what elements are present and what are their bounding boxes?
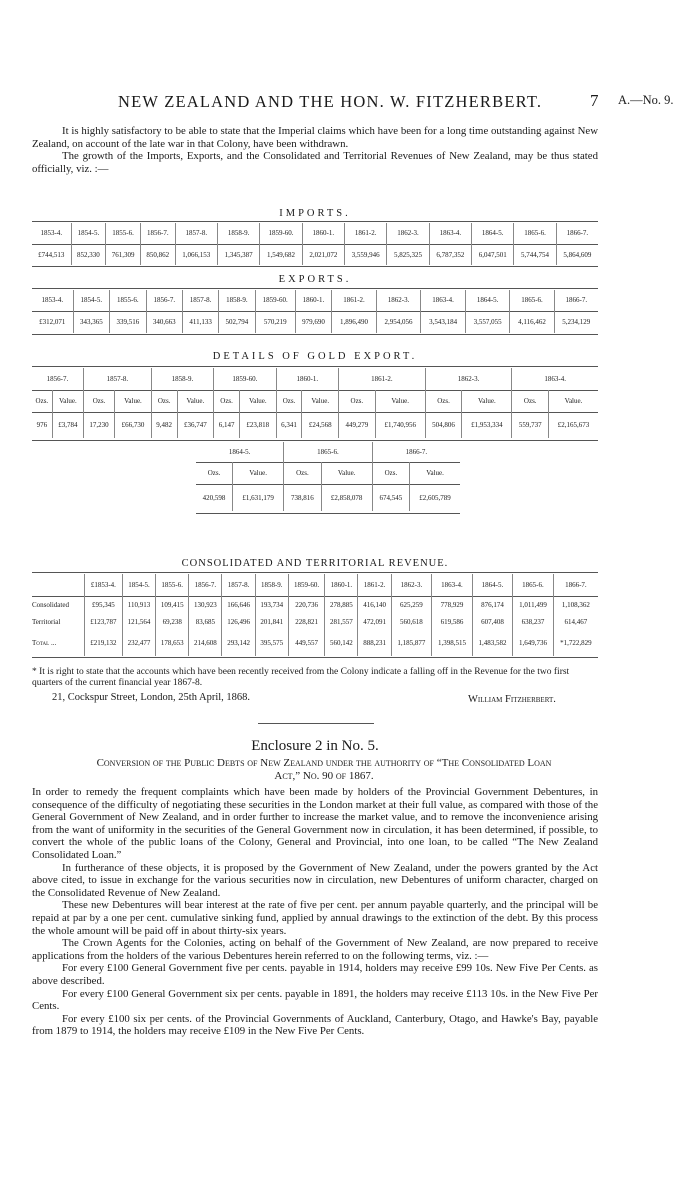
revenue-year-cell: 1854-5.: [122, 574, 155, 596]
imports-year-cell: 1856-7.: [140, 223, 175, 244]
gold-ozs-header: Ozs.: [207, 469, 221, 477]
enclosure-body: [32, 786, 598, 1038]
gold-value-cell: £1,953,334: [462, 412, 512, 438]
revenue-value-cell: 201,841: [255, 613, 288, 630]
exports-bottom-rule: [32, 334, 598, 335]
revenue-value-cell: 638,237: [513, 613, 554, 630]
revenue-year-cell: 1866-7.: [553, 574, 598, 596]
revenue-value-cell: 126,496: [222, 613, 255, 630]
revenue-value-cell: 472,091: [358, 613, 391, 630]
exports-value-cell: 3,557,055: [465, 311, 510, 333]
imports-year-cell: 1855-6.: [106, 223, 141, 244]
gold-value-cell: £36,747: [177, 412, 214, 438]
imports-table: [32, 223, 598, 265]
exports-value-cell: 4,116,462: [510, 311, 554, 333]
revenue-value-cell: 214,608: [189, 630, 222, 656]
imports-value-cell: 2,021,072: [302, 244, 344, 265]
imports-year-cell: 1866-7.: [556, 223, 598, 244]
imports-year-cell: 1858-9.: [217, 223, 259, 244]
imports-bottom-rule: [32, 266, 598, 267]
revenue-corner-cell: [32, 574, 84, 596]
section-divider: [258, 723, 374, 724]
gold-ozs-header: Ozs.: [512, 390, 549, 412]
exports-year-cell: 1861-2.: [332, 290, 377, 311]
exports-value-cell: 570,219: [255, 311, 295, 333]
revenue-value-cell: 293,142: [222, 630, 255, 656]
imports-year-cell: 1853-4.: [40, 229, 63, 238]
gold-year-cell: 1861-2.: [339, 368, 426, 390]
revenue-year-cell: 1865-6.: [513, 574, 554, 596]
imports-value-cell: 5,864,609: [556, 244, 598, 265]
imports-value-cell: £744,513: [38, 250, 65, 259]
revenue-value-cell: 1,398,515: [432, 630, 473, 656]
imports-value-cell: 850,862: [140, 244, 175, 265]
exports-value-cell: 979,690: [295, 311, 331, 333]
imports-value-cell: 6,047,501: [472, 244, 514, 265]
enclosure-paragraph-5: For every £100 General Government five per cents. payable in 1914, holders may receive £99 10s. New Five Per Cents. as above described.: [32, 962, 598, 987]
imports-year-cell: 1857-8.: [175, 223, 217, 244]
gold-ozs-cell: 9,482: [151, 412, 177, 438]
gold-table-1: [32, 368, 598, 438]
revenue-value-cell: 1,649,736: [513, 630, 554, 656]
gold-year-cell: 1859-60.: [214, 368, 276, 390]
gold-top-rule: [32, 366, 598, 367]
gold-value-cell: £2,165,673: [549, 412, 598, 438]
exports-year-cell: 1858-9.: [219, 290, 255, 311]
gold-ozs-cell: 559,737: [512, 412, 549, 438]
revenue-value-cell: 416,140: [358, 596, 391, 613]
exports-year-cell: 1864-5.: [465, 290, 510, 311]
revenue-value-cell: 614,467: [553, 613, 598, 630]
exports-year-cell: 1856-7.: [146, 290, 182, 311]
gold-value-cell: £2,858,078: [321, 484, 372, 511]
gold-ozs-header: Ozs.: [284, 462, 321, 484]
exports-value-cell: 502,794: [219, 311, 255, 333]
exports-year-cell: 1855-6.: [110, 290, 146, 311]
revenue-value-cell: *1,722,829: [553, 630, 598, 656]
exports-value-cell: 339,516: [110, 311, 146, 333]
exports-year-cell: 1853-4.: [41, 296, 64, 305]
gold-value-header: Value.: [52, 390, 83, 412]
gold-value-header: Value.: [321, 462, 372, 484]
exports-year-cell: 1862-3.: [376, 290, 421, 311]
revenue-value-cell: 625,259: [391, 596, 432, 613]
gold-ozs-cell: 6,341: [276, 412, 302, 438]
revenue-year-cell: 1859-60.: [288, 574, 324, 596]
gold-year-cell: 1865-6.: [284, 442, 373, 462]
revenue-value-cell: 110,913: [122, 596, 155, 613]
imports-value-cell: 3,559,946: [345, 244, 387, 265]
revenue-year-cell: 1858-9.: [255, 574, 288, 596]
revenue-top-rule: [32, 572, 598, 573]
revenue-year-cell: 1862-3.: [391, 574, 432, 596]
gold-value-header: Value.: [240, 390, 277, 412]
imports-top-rule: [32, 221, 598, 222]
gold-ozs-cell: 674,545: [372, 484, 409, 511]
gold-ozs-cell: 976: [36, 421, 48, 430]
gold-ozs-header: Ozs.: [276, 390, 302, 412]
imports-year-cell: 1861-2.: [345, 223, 387, 244]
revenue-value-cell: 560,142: [325, 630, 358, 656]
revenue-value-cell: 1,483,582: [472, 630, 513, 656]
revenue-value-cell: 166,646: [222, 596, 255, 613]
document-reference: A.—No. 9.: [618, 93, 674, 107]
enclosure-paragraph-6: For every £100 General Government six per cents. payable in 1891, the holders may receive £113 10s. in the New Five Per Cents.: [32, 987, 598, 1013]
gold-ozs-cell: 504,806: [425, 412, 462, 438]
exports-value-cell: 2,954,056: [376, 311, 421, 333]
exports-title: EXPORTS.: [278, 274, 352, 285]
revenue-row-label: Total ...: [32, 639, 57, 647]
gold-year-cell: 1864-5.: [228, 447, 251, 456]
page-header-title: NEW ZEALAND AND THE HON. W. FITZHERBERT.: [118, 92, 543, 111]
gold-ozs-header: Ozs.: [83, 390, 114, 412]
enclosure-paragraph-3: These new Debentures will bear interest at the rate of five per cent. per annum payable quarterly, and the principal will be repaid at par by a one per cent. cumulative sinking fund, applied by annual drawings to the extinction of the debt. By this process the whole amount will be paid off in about thirty-six years.: [32, 899, 598, 937]
exports-top-rule: [32, 288, 598, 289]
imports-value-cell: 1,345,387: [217, 244, 259, 265]
exports-year-cell: 1865-6.: [510, 290, 554, 311]
gold2-bottom-rule: [196, 513, 460, 514]
gold-value-header: Value.: [375, 390, 425, 412]
imports-year-cell: 1864-5.: [472, 223, 514, 244]
enclosure-paragraph-4: The Crown Agents for the Colonies, acting on behalf of the Government of New Zealand, are now prepared to receive applications from the holders of the various Debentures herein referred to on the following terms, viz. :—: [32, 937, 598, 962]
revenue-year-cell: £1853-4.: [84, 574, 122, 596]
exports-year-cell: 1857-8.: [183, 290, 219, 311]
gold-ozs-cell: 420,598: [202, 493, 226, 502]
enclosure-paragraph-2: In furtherance of these objects, it is proposed by the Government of New Zealand, under the powers granted by the Act above cited, to issue in exchange for the various securities now in circulation, new Debentures of uniform character, charged on the Consolidated Revenue of New Zealand.: [32, 861, 598, 899]
revenue-value-cell: 1,011,499: [513, 596, 554, 613]
revenue-value-cell: 778,929: [432, 596, 473, 613]
gold-value-cell: £1,631,179: [233, 484, 284, 511]
revenue-year-cell: 1864-5.: [472, 574, 513, 596]
exports-value-cell: 340,663: [146, 311, 182, 333]
gold-year-cell: 1862-3.: [425, 368, 512, 390]
revenue-value-cell: 1,185,877: [391, 630, 432, 656]
gold-year-cell: 1863-4.: [512, 368, 598, 390]
revenue-row-label: Territorial: [32, 617, 61, 626]
revenue-year-cell: 1863-4.: [432, 574, 473, 596]
gold-value-cell: £23,818: [240, 412, 277, 438]
imports-year-cell: 1860-1.: [302, 223, 344, 244]
enclosure-heading: Enclosure 2 in No. 5.: [251, 738, 379, 754]
gold-value-header: Value.: [302, 390, 339, 412]
exports-value-cell: 3,543,184: [421, 311, 466, 333]
enclosure-paragraph-1: In order to remedy the frequent complaints which have been made by holders of the Provincial Government Debentures, in consequence of the difficulty of negotiating these securities in the London market at their full value, as compared with those of the General Government of New Zealand, and in order further to increase the market value, and to remove the inconvenience arising from the want of uniformity in the securities of the General Government now in circulation, it has been determined, if possible, to convert the whole of the public loans of the Colony, General and Provincial, into one loan, to be called “The New Zealand Consolidated Loan.”: [32, 786, 598, 861]
exports-value-cell: £312,071: [39, 318, 66, 327]
exports-value-cell: 1,896,490: [332, 311, 377, 333]
imports-year-cell: 1863-4.: [429, 223, 471, 244]
exports-year-cell: 1866-7.: [554, 290, 598, 311]
imports-value-cell: 761,309: [106, 244, 141, 265]
imports-year-cell: 1862-3.: [387, 223, 429, 244]
signature-address: 21, Cockspur Street, London, 25th April, 1868.: [52, 692, 251, 703]
revenue-value-cell: 121,564: [122, 613, 155, 630]
imports-value-cell: 1,549,682: [260, 244, 302, 265]
gold-value-cell: £66,730: [115, 412, 152, 438]
revenue-table: [32, 574, 598, 656]
gold-table-2: [196, 442, 460, 511]
gold-value-cell: £1,740,956: [375, 412, 425, 438]
revenue-value-cell: 607,408: [472, 613, 513, 630]
exports-year-cell: 1854-5.: [73, 290, 109, 311]
exports-year-cell: 1860-1.: [295, 290, 331, 311]
gold-value-cell: £3,784: [52, 412, 83, 438]
imports-year-cell: 1859-60.: [260, 223, 302, 244]
revenue-value-cell: 449,557: [288, 630, 324, 656]
imports-value-cell: 5,744,754: [514, 244, 556, 265]
imports-value-cell: 6,787,352: [429, 244, 471, 265]
revenue-value-cell: 619,586: [432, 613, 473, 630]
revenue-value-cell: £123,787: [84, 613, 122, 630]
revenue-value-cell: 395,575: [255, 630, 288, 656]
revenue-year-cell: 1857-8.: [222, 574, 255, 596]
signature-name: William Fitzherbert.: [468, 694, 556, 705]
enclosure-paragraph-7: For every £100 six per cents. of the Provincial Governments of Auckland, Canterbury, Otago, and Hawke's Bay, payable from 1879 to 1914, the holders may receive £109 in the New Five Per Cents.: [32, 1012, 598, 1038]
revenue-bottom-rule: [32, 657, 598, 658]
imports-value-cell: 5,825,325: [387, 244, 429, 265]
gold-value-header: Value.: [115, 390, 152, 412]
revenue-value-cell: 178,653: [156, 630, 189, 656]
revenue-footnote: * It is right to state that the accounts which have been recently received from the Colony indicate a falling off in the Revenue for the two first quarters of the current financial year 1867-8.: [32, 667, 570, 688]
gold-year-cell: 1856-7.: [46, 374, 69, 383]
gold-value-header: Value.: [410, 462, 460, 484]
gold-ozs-cell: 17,230: [83, 412, 114, 438]
exports-value-cell: 5,234,129: [554, 311, 598, 333]
gold-value-cell: £2,605,789: [410, 484, 460, 511]
revenue-value-cell: 69,238: [156, 613, 189, 630]
imports-value-cell: 852,330: [71, 244, 106, 265]
gold-value-header: Value.: [549, 390, 598, 412]
revenue-value-cell: 193,734: [255, 596, 288, 613]
revenue-value-cell: £95,345: [84, 596, 122, 613]
revenue-value-cell: 1,108,362: [553, 596, 598, 613]
gold-year-cell: 1857-8.: [83, 368, 151, 390]
gold-value-header: Value.: [177, 390, 214, 412]
gold-ozs-header: Ozs.: [425, 390, 462, 412]
revenue-year-cell: 1855-6.: [156, 574, 189, 596]
revenue-row-label: Consolidated: [32, 600, 69, 609]
exports-table: [32, 290, 598, 333]
gold-ozs-header: Ozs.: [372, 462, 409, 484]
revenue-value-cell: 278,885: [325, 596, 358, 613]
imports-year-cell: 1854-5.: [71, 223, 106, 244]
gold-year-cell: 1860-1.: [276, 368, 338, 390]
exports-year-cell: 1859-60.: [255, 290, 295, 311]
revenue-value-cell: 876,174: [472, 596, 513, 613]
gold-ozs-cell: 6,147: [214, 412, 240, 438]
revenue-year-cell: 1856-7.: [189, 574, 222, 596]
enclosure-subtitle: Conversion of the Public Debts of New Zealand under the authority of “The Consolidated Loan Act,” No. 90 of 1867.: [96, 757, 552, 782]
gold-value-header: Value.: [233, 462, 284, 484]
exports-value-cell: 343,365: [73, 311, 109, 333]
gold-ozs-cell: 449,279: [339, 412, 376, 438]
revenue-value-cell: £219,132: [84, 630, 122, 656]
revenue-value-cell: 109,415: [156, 596, 189, 613]
gold-ozs-header: Ozs.: [339, 390, 376, 412]
revenue-value-cell: 888,231: [358, 630, 391, 656]
imports-title: IMPORTS.: [279, 208, 351, 219]
revenue-year-cell: 1860-1.: [325, 574, 358, 596]
revenue-value-cell: 232,477: [122, 630, 155, 656]
imports-value-cell: 1,066,153: [175, 244, 217, 265]
gold-mid-rule: [32, 440, 598, 441]
gold-value-header: Value.: [462, 390, 512, 412]
imports-year-cell: 1865-6.: [514, 223, 556, 244]
revenue-value-cell: 130,923: [189, 596, 222, 613]
exports-year-cell: 1863-4.: [421, 290, 466, 311]
intro-text: [32, 125, 598, 175]
revenue-value-cell: 228,821: [288, 613, 324, 630]
gold-ozs-header: Ozs.: [151, 390, 177, 412]
revenue-year-cell: 1861-2.: [358, 574, 391, 596]
gold-ozs-header: Ozs.: [214, 390, 240, 412]
exports-value-cell: 411,133: [183, 311, 219, 333]
intro-paragraph-2: The growth of the Imports, Exports, and the Consolidated and Territorial Revenues of New Zealand, may be thus stated officially, viz. :—: [32, 150, 598, 175]
gold-ozs-header: Ozs.: [35, 397, 49, 405]
gold-ozs-cell: 738,816: [284, 484, 321, 511]
gold-value-cell: £24,568: [302, 412, 339, 438]
revenue-value-cell: 281,557: [325, 613, 358, 630]
intro-paragraph-1: It is highly satisfactory to be able to state that the Imperial claims which have been for a long time outstanding against New Zealand, on account of the late war in that Colony, have been withdrawn.: [32, 125, 598, 150]
revenue-value-cell: 560,618: [391, 613, 432, 630]
revenue-value-cell: 83,685: [189, 613, 222, 630]
revenue-title: CONSOLIDATED AND TERRITORIAL REVENUE.: [181, 558, 449, 569]
revenue-value-cell: 220,736: [288, 596, 324, 613]
gold-export-title: DETAILS OF GOLD EXPORT.: [212, 351, 418, 362]
gold-year-cell: 1858-9.: [151, 368, 213, 390]
gold-year-cell: 1866-7.: [372, 442, 460, 462]
page-number: 7: [590, 91, 599, 110]
